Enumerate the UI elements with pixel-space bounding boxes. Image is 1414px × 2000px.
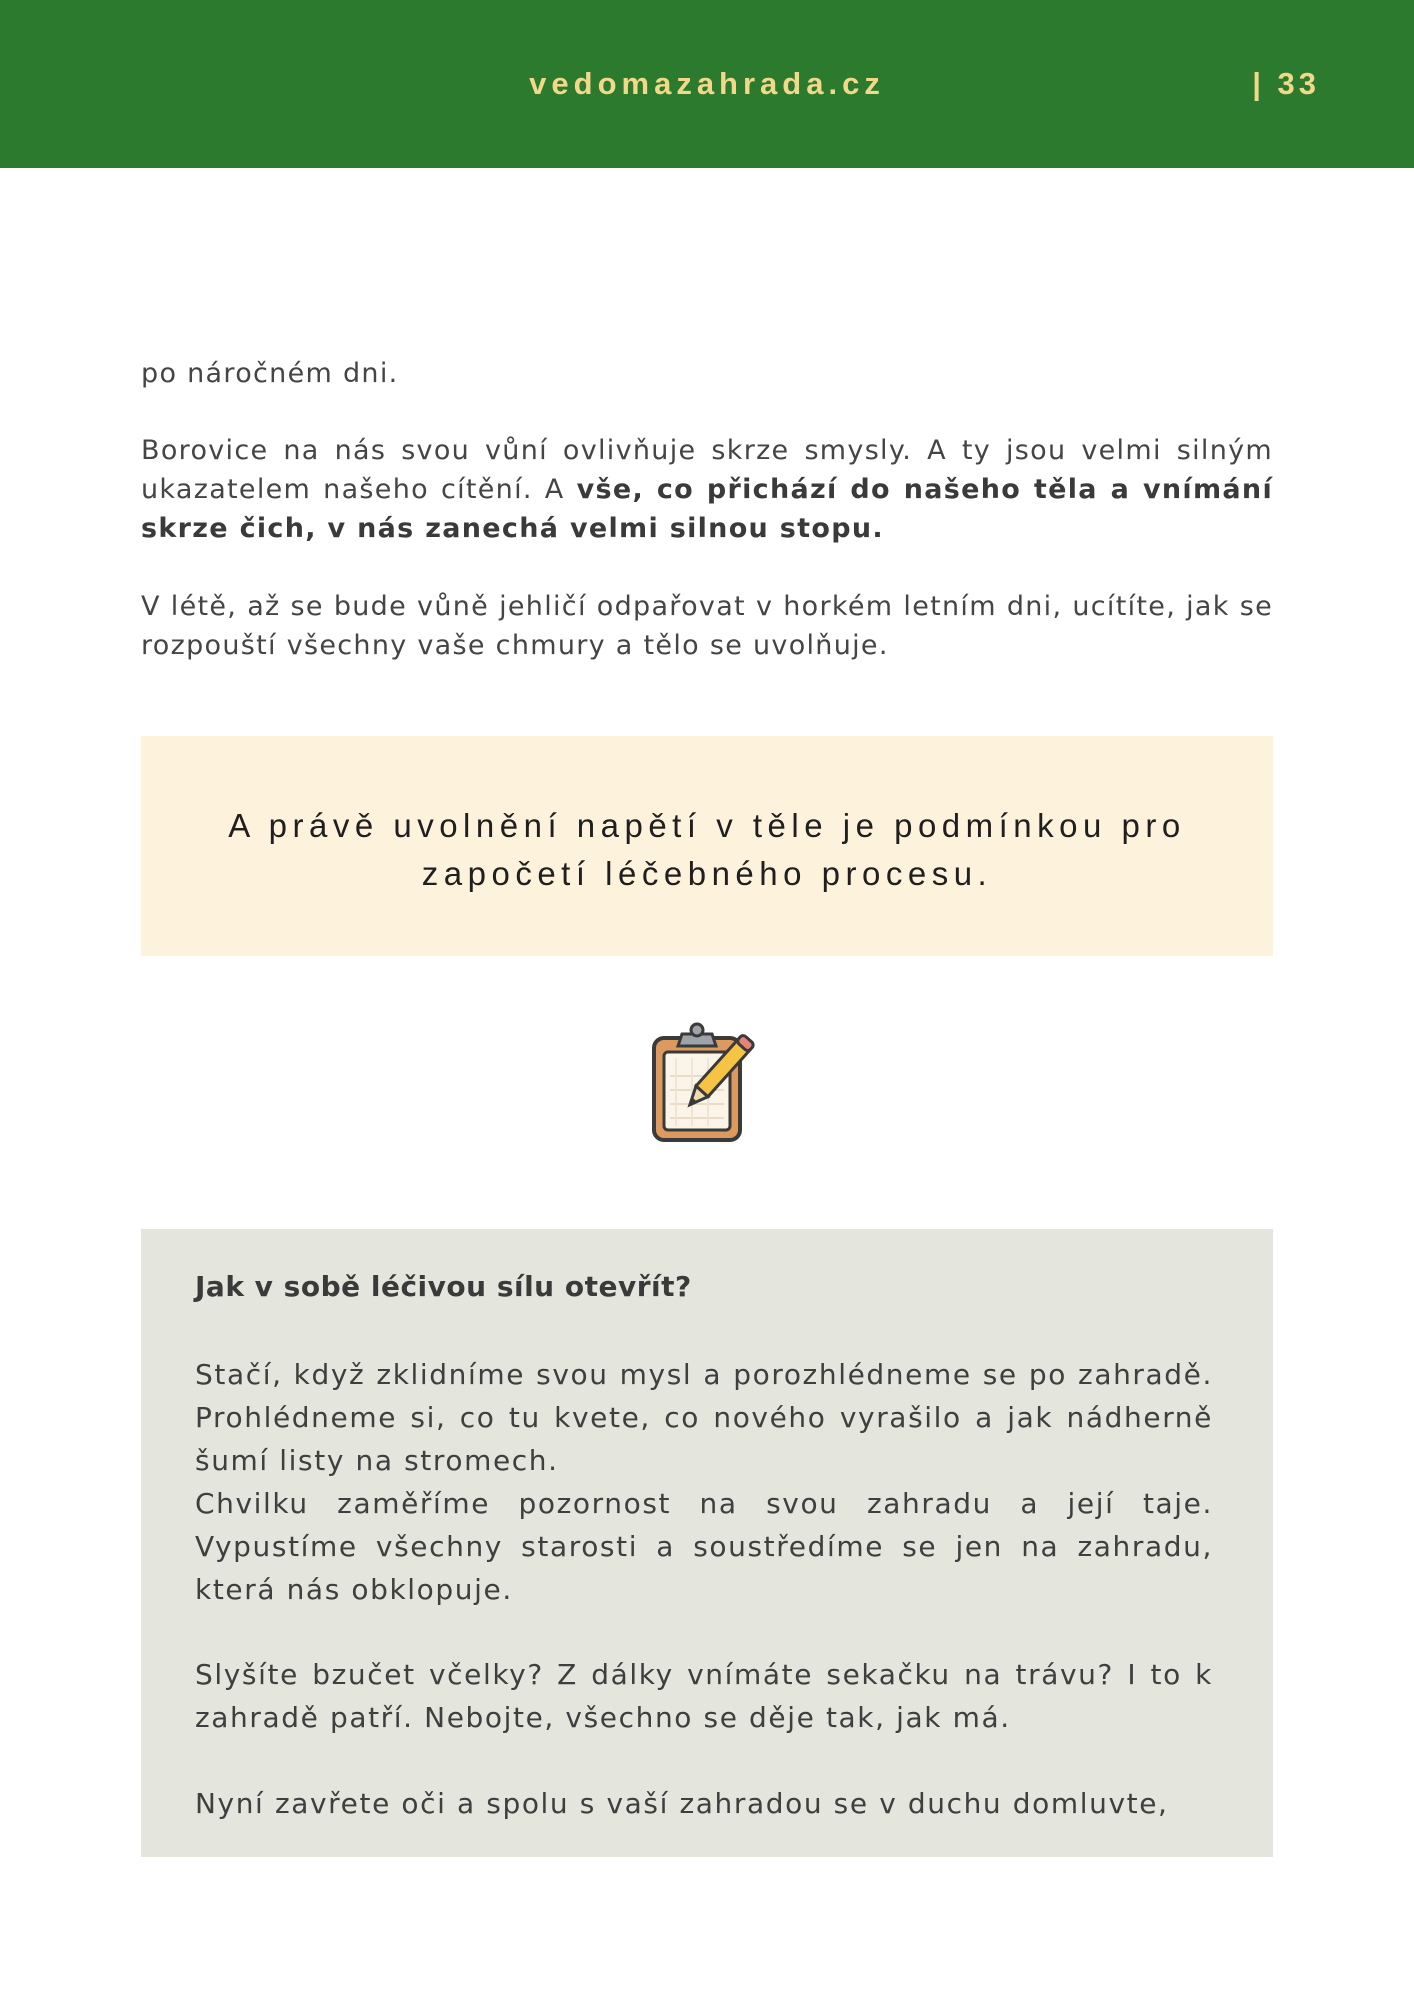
site-name: vedomazahrada.cz <box>529 66 885 101</box>
exercise-box <box>141 1229 1273 1857</box>
page-number: | 33 <box>1252 66 1320 101</box>
exercise-heading: Jak v sobě léčivou sílu otevřít? <box>195 1270 692 1303</box>
exercise-paragraph-1: Stačí, když zklidníme svou mysl a porozhlédneme se po zahradě. Prohlédneme si, co tu kvete, co nového vyrašilo a jak nádherně šumí listy na stromech. <box>195 1358 1213 1477</box>
exercise-paragraph-2: Chvilku zaměříme pozornost na svou zahradu a její taje. Vypustíme všechny starosti a soustředíme se jen na zahradu, která nás obklopuje. <box>195 1487 1213 1606</box>
paragraph-pine-scent-plain: Borovice na nás svou vůní ovlivňuje skrze smysly. A ty jsou velmi silným ukazatelem našeho cítění. A <box>141 435 1273 505</box>
page-header <box>0 0 1414 168</box>
clipboard-pencil-icon <box>640 1016 770 1146</box>
paragraph-continuation: po náročném dni. <box>141 358 399 389</box>
paragraph-pine-scent-bold: vše, co přichází do našeho těla a vnímání skrze čich, v nás zanechá velmi silnou stopu. <box>141 474 1274 544</box>
quote-text: A právě uvolnění napětí v těle je podmínkou pro započetí léčebného procesu. <box>228 807 1186 892</box>
paragraph-summer: V létě, až se bude vůně jehličí odpařovat v horkém letním dni, ucítíte, jak se rozpouští všechny vaše chmury a tělo se uvolňuje. <box>141 591 1273 661</box>
paragraph-pine-scent <box>141 431 1273 548</box>
quote-box <box>141 736 1273 956</box>
exercise-paragraph-4: Nyní zavřete oči a spolu s vaší zahradou se v duchu domluvte, <box>195 1787 1169 1820</box>
exercise-paragraph-3: Slyšíte bzučet včelky? Z dálky vnímáte sekačku na trávu? I to k zahradě patří. Nebojte, všechno se děje tak, jak má. <box>195 1658 1213 1734</box>
